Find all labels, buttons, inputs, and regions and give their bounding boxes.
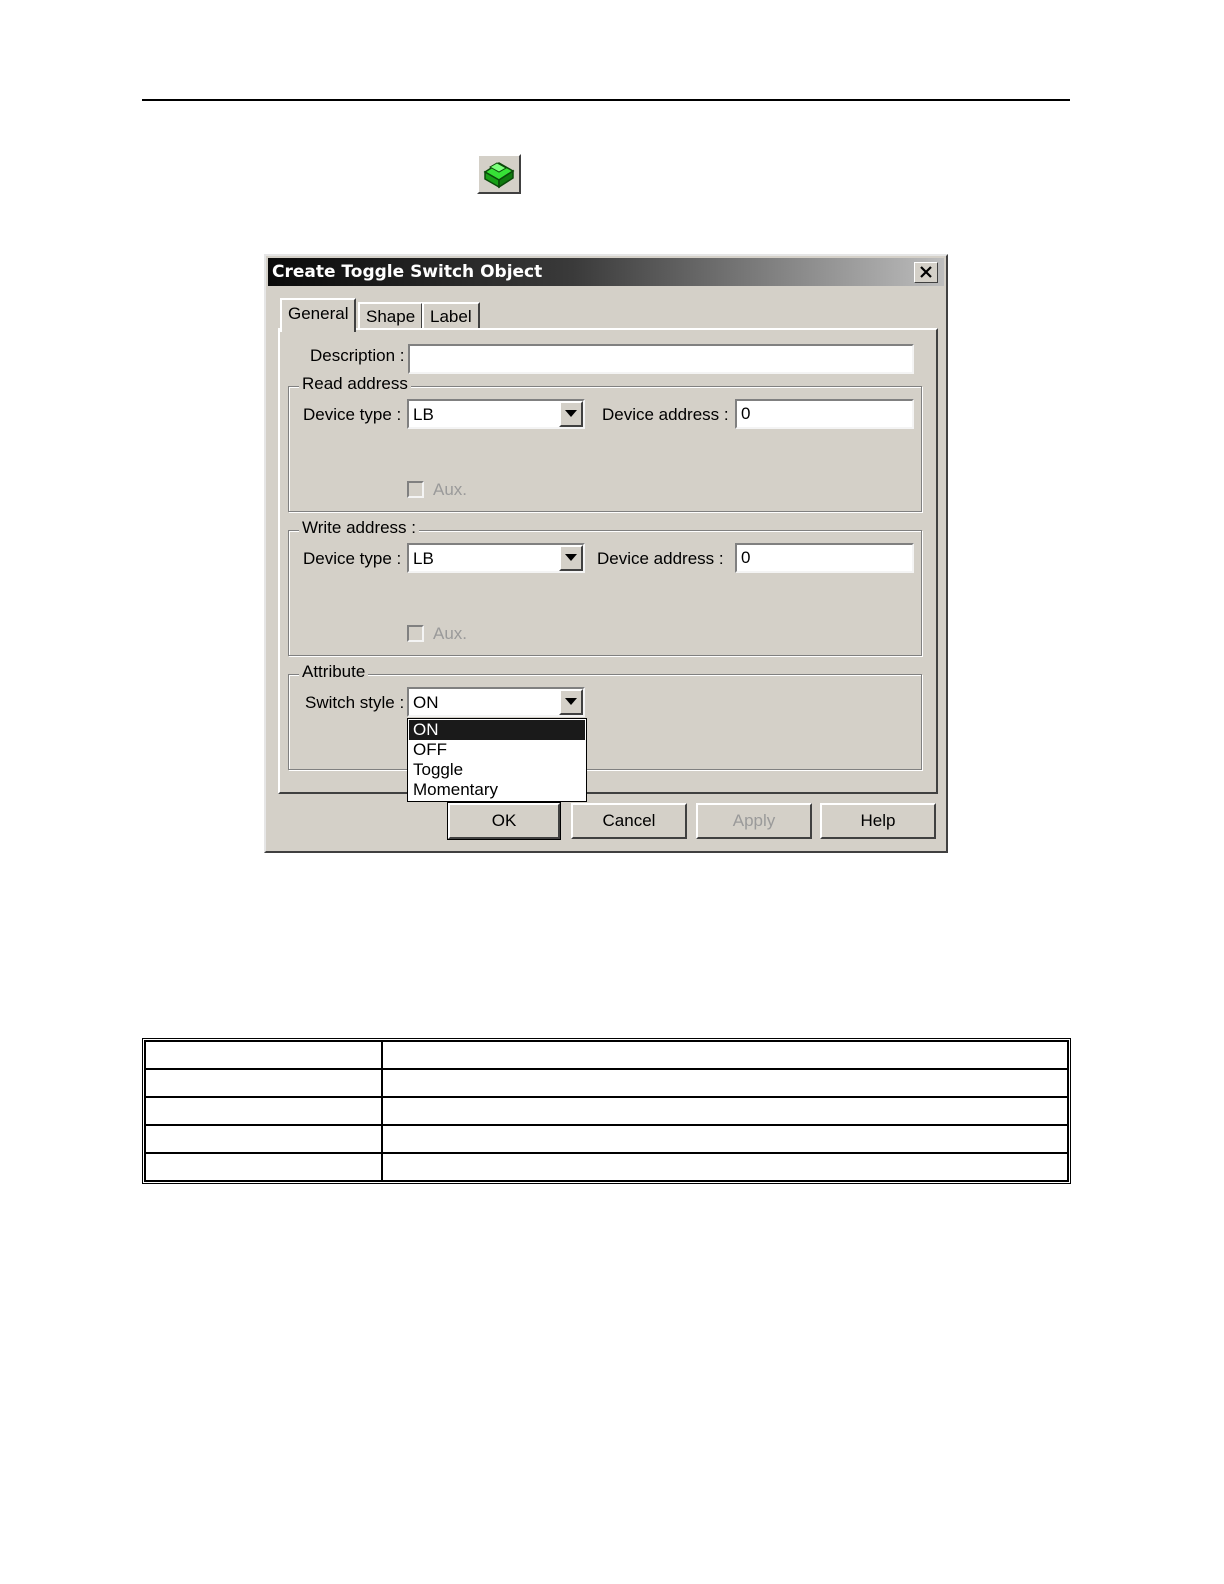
write-address-title: Write address : <box>299 518 419 538</box>
read-device-address-label: Device address : <box>602 405 729 424</box>
write-aux-checkbox[interactable] <box>407 625 424 642</box>
dropdown-option-off[interactable]: OFF <box>413 740 447 759</box>
tab-shape[interactable]: Shape <box>358 302 423 332</box>
read-address-group <box>288 374 922 512</box>
read-aux-label: Aux. <box>433 480 468 499</box>
table-cell <box>145 1125 382 1153</box>
empty-table <box>142 1038 1071 1184</box>
table-row <box>145 1041 1068 1069</box>
tab-general[interactable]: General <box>280 298 356 332</box>
table-row <box>145 1125 1068 1153</box>
table-cell <box>145 1153 382 1181</box>
dropdown-option-momentary[interactable]: Momentary <box>413 780 499 799</box>
write-aux-label: Aux. <box>433 624 468 643</box>
read-address-title: Read address <box>299 374 411 394</box>
write-address-group <box>288 518 922 656</box>
write-device-type-value: LB <box>413 549 434 568</box>
read-device-address-input[interactable]: 0 <box>735 399 914 429</box>
table-cell <box>382 1125 1068 1153</box>
read-device-type-select[interactable] <box>407 399 585 429</box>
dialog-titlebar <box>268 258 944 286</box>
apply-button[interactable]: Apply <box>696 803 812 839</box>
table-cell <box>145 1097 382 1125</box>
write-device-type-dropdown-button[interactable] <box>559 545 583 571</box>
write-device-address-input[interactable]: 0 <box>735 543 914 573</box>
toggle-switch-icon <box>481 158 517 190</box>
switch-style-dropdown-button[interactable] <box>559 689 583 715</box>
create-toggle-switch-dialog <box>264 254 948 853</box>
general-tab-panel <box>278 328 938 794</box>
description-input[interactable] <box>408 344 914 374</box>
table-row <box>145 1153 1068 1181</box>
close-button[interactable] <box>914 262 938 283</box>
table-cell <box>382 1041 1068 1069</box>
table-row <box>145 1069 1068 1097</box>
tab-label[interactable]: Label <box>422 302 480 332</box>
switch-style-select[interactable] <box>407 687 585 717</box>
header-rule <box>142 99 1070 101</box>
close-icon <box>919 265 933 279</box>
table-cell <box>382 1153 1068 1181</box>
switch-style-dropdown-list <box>407 718 587 802</box>
table-cell <box>145 1041 382 1069</box>
table-cell <box>382 1069 1068 1097</box>
ok-button[interactable]: OK <box>448 803 560 839</box>
read-aux-checkbox[interactable] <box>407 481 424 498</box>
switch-style-value: ON <box>413 693 439 712</box>
dropdown-option-on[interactable]: ON <box>409 720 585 740</box>
read-device-type-value: LB <box>413 405 434 424</box>
write-device-address-label: Device address : <box>597 549 724 568</box>
switch-style-label: Switch style : <box>305 693 405 712</box>
write-device-type-label: Device type : <box>303 549 402 568</box>
attribute-group <box>288 662 922 770</box>
help-button[interactable]: Help <box>820 803 936 839</box>
chevron-down-icon <box>565 410 577 418</box>
read-device-type-dropdown-button[interactable] <box>559 401 583 427</box>
dialog-title: Create Toggle Switch Object <box>272 262 543 282</box>
chevron-down-icon <box>565 698 577 706</box>
cancel-button[interactable]: Cancel <box>571 803 687 839</box>
description-label: Description : <box>310 346 405 365</box>
dropdown-option-toggle[interactable]: Toggle <box>413 760 464 779</box>
table-row <box>145 1097 1068 1125</box>
attribute-title: Attribute <box>299 662 368 682</box>
write-device-type-select[interactable] <box>407 543 585 573</box>
table-cell <box>145 1069 382 1097</box>
read-device-type-label: Device type : <box>303 405 402 424</box>
chevron-down-icon <box>565 554 577 562</box>
toggle-switch-tool-button[interactable] <box>477 154 521 194</box>
table-cell <box>382 1097 1068 1125</box>
